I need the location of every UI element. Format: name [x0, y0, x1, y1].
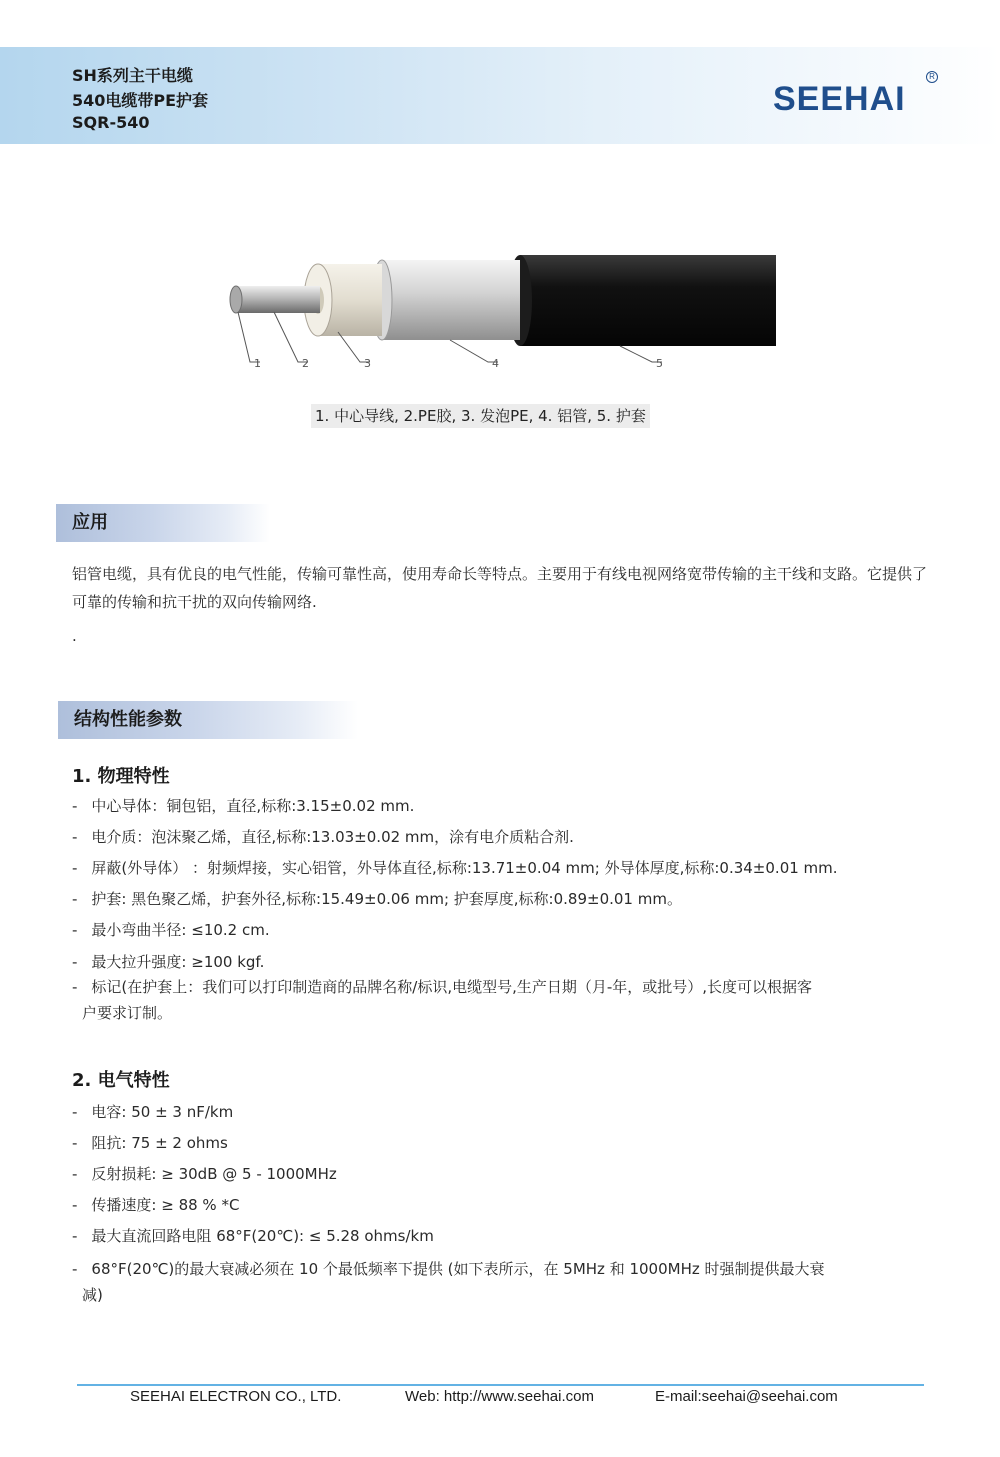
electrical-item: - 电容: 50 ± 3 nF/km [72, 1103, 234, 1121]
physical-item: - 护套: 黑色聚乙烯，护套外径,标称:15.49±0.06 mm; 护套厚度,标称:0.89±0.01 mm。 [72, 890, 682, 908]
section-application-title: 应用 [56, 504, 270, 542]
diagram-label-3: 3 [364, 357, 371, 370]
diagram-label-4: 4 [492, 357, 499, 370]
physical-properties-heading: 1. 物理特性 [72, 766, 170, 787]
physical-item: - 屏蔽(外导体） ：射频焊接，实心铝管，外导体直径,标称:13.71±0.04 mm; 外导体厚度,标称:0.34±0.01 mm. [72, 859, 838, 877]
footer [0, 1388, 1000, 1412]
registered-mark-icon: R [926, 71, 938, 83]
electrical-item-attenuation: - 68°F(20℃)的最大衰减必须在 10 个最低频率下提供 (如下表所示，在 5MHz 和 1000MHz 时强制提供最大衰 减) [72, 1260, 825, 1304]
physical-item-marking: - 标记(在护套上：我们可以打印制造商的品牌名称/标识,电缆型号,生产日期（月-年，或批号）,长度可以根据客 户要求订制。 [72, 978, 813, 1022]
figure-caption: 1. 中心导线, 2.PE胶, 3. 发泡PE, 4. 铝管, 5. 护套 [311, 404, 650, 428]
electrical-properties-heading: 2. 电气特性 [72, 1070, 170, 1091]
section-structure-title: 结构性能参数 [58, 701, 358, 739]
electrical-item: - 反射损耗: ≥ 30dB @ 5 - 1000MHz [72, 1165, 337, 1183]
diagram-label-1: 1 [254, 357, 261, 370]
electrical-item: - 最大直流回路电阻 68°F(20℃): ≤ 5.28 ohms/km [72, 1227, 434, 1245]
seehai-logo: SEEHAI [773, 80, 906, 118]
diagram-label-5: 5 [656, 357, 663, 370]
cable-structure-diagram [220, 240, 790, 380]
application-text: 铝管电缆，具有优良的电气性能，传输可靠性高，使用寿命长等特点。主要用于有线电视网络宽带传输的主干线和支路。它提供了可靠的传输和抗干扰的双向传输网络. [72, 565, 928, 611]
physical-item: - 最小弯曲半径: ≤10.2 cm. [72, 921, 270, 939]
header-product: 540电缆带PE护套 [72, 91, 209, 110]
header-series: SH系列主干电缆 [72, 66, 193, 85]
electrical-item: - 传播速度: ≥ 88 % *C [72, 1196, 240, 1214]
header-model: SQR-540 [72, 113, 150, 132]
application-dot: . [72, 627, 77, 645]
footer-web-link[interactable]: Web: http://www.seehai.com [405, 1388, 594, 1405]
footer-company: SEEHAI ELECTRON CO., LTD. [130, 1388, 342, 1405]
physical-item: - 最大拉升强度: ≥100 kgf. [72, 953, 265, 971]
diagram-label-2: 2 [302, 357, 309, 370]
electrical-item: - 阻抗: 75 ± 2 ohms [72, 1134, 228, 1152]
footer-divider [77, 1384, 924, 1386]
footer-email-link[interactable]: E-mail:seehai@seehai.com [655, 1388, 838, 1405]
physical-item: - 电介质：泡沫聚乙烯，直径,标称:13.03±0.02 mm，涂有电介质粘合剂. [72, 828, 574, 846]
physical-item: - 中心导体：铜包铝，直径,标称:3.15±0.02 mm. [72, 797, 415, 815]
